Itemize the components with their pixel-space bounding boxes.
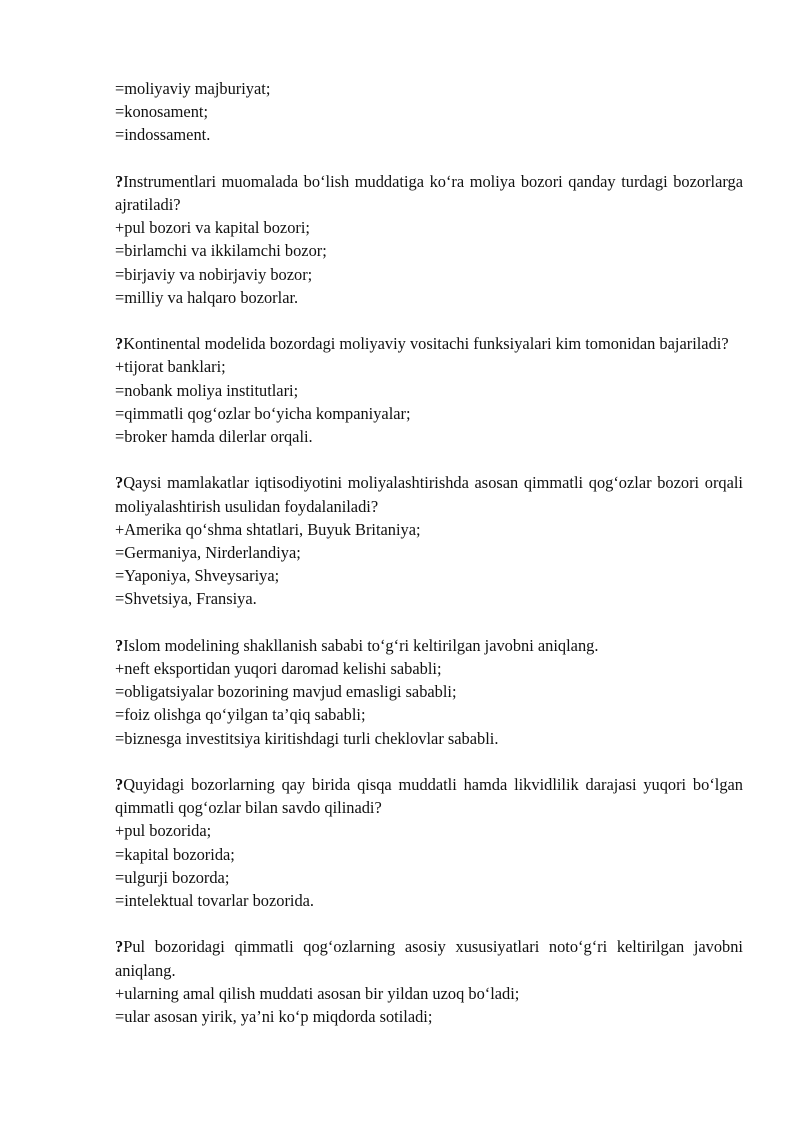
question-block: [115, 471, 743, 610]
answer-option: +ularning amal qilish muddati asosan bir yildan uzoq bo‘ladi;: [115, 983, 520, 1003]
answer-option: =broker hamda dilerlar orqali.: [115, 427, 313, 447]
question-block: [115, 935, 743, 1028]
answer-option: +pul bozori va kapital bozori;: [115, 218, 310, 238]
question-marker: ?: [115, 473, 124, 493]
answer-option: =milliy va halqaro bozorlar.: [115, 287, 299, 307]
question-marker: ?: [115, 635, 124, 655]
answer-option: =nobank moliya institutlari;: [115, 380, 299, 400]
question-marker: ?: [115, 171, 124, 191]
answer-option: =Yaponiya, Shveysariya;: [115, 566, 280, 586]
answer-option: +neft eksportidan yuqori daromad kelishi sababli;: [115, 659, 442, 679]
question-text: ?Islom modelining shakllanish sababi to‘g‘ri keltirilgan javobni aniqlang.: [115, 635, 599, 655]
question-text: ?Pul bozoridagi qimmatli qog‘ozlarning asosiy xususiyatlari noto‘g‘ri keltirilgan javobni aniqlang.: [115, 937, 743, 980]
intro-answers: [115, 77, 743, 147]
question-text: ?Quyidagi bozorlarning qay birida qisqa muddatli hamda likvidlilik darajasi yuqori bo‘lgan qimmatli qog‘ozlar bilan savdo qilinadi?: [115, 775, 743, 818]
question-block: [115, 170, 743, 309]
question-marker: ?: [115, 334, 124, 354]
answer-option: =ulgurji bozorda;: [115, 867, 230, 887]
document-page: [115, 77, 743, 1028]
question-marker: ?: [115, 937, 124, 957]
answer-option: =birlamchi va ikkilamchi bozor;: [115, 241, 327, 261]
answer-option: =indossament.: [115, 125, 211, 145]
question-block: [115, 332, 743, 448]
answer-option: =Shvetsiya, Fransiya.: [115, 589, 257, 609]
answer-option: =biznesga investitsiya kiritishdagi turli cheklovlar sababli.: [115, 728, 499, 748]
question-text: ?Qaysi mamlakatlar iqtisodiyotini moliyalashtirishda asosan qimmatli qog‘ozlar bozori orqali moliyalashtirish usulidan foydalaniladi?: [115, 473, 743, 516]
answer-option: =foiz olishga qo‘yilgan ta’qiq sababli;: [115, 705, 366, 725]
answer-option: =konosament;: [115, 102, 209, 122]
answer-option: =Germaniya, Nirderlandiya;: [115, 543, 301, 563]
answer-option: +tijorat banklari;: [115, 357, 226, 377]
question-block: [115, 634, 743, 750]
question-marker: ?: [115, 775, 124, 795]
question-text: ?Kontinental modelida bozordagi moliyaviy vositachi funksiyalari kim tomonidan bajariladi?: [115, 334, 729, 354]
answer-option: =ular asosan yirik, ya’ni ko‘p miqdorda sotiladi;: [115, 1007, 433, 1027]
answer-option: =obligatsiyalar bozorining mavjud emasligi sababli;: [115, 682, 457, 702]
answer-option: +pul bozorida;: [115, 821, 212, 841]
question-block: [115, 773, 743, 912]
answer-option: +Amerika qo‘shma shtatlari, Buyuk Britaniya;: [115, 519, 421, 539]
question-text: ?Instrumentlari muomalada bo‘lish muddatiga ko‘ra moliya bozori qanday turdagi bozorlarga ajratiladi?: [115, 171, 743, 214]
answer-option: =kapital bozorida;: [115, 844, 235, 864]
answer-option: =intelektual tovarlar bozorida.: [115, 891, 315, 911]
answer-option: =birjaviy va nobirjaviy bozor;: [115, 264, 313, 284]
answer-option: =qimmatli qog‘ozlar bo‘yicha kompaniyalar;: [115, 403, 411, 423]
answer-option: =moliyaviy majburiyat;: [115, 79, 271, 98]
